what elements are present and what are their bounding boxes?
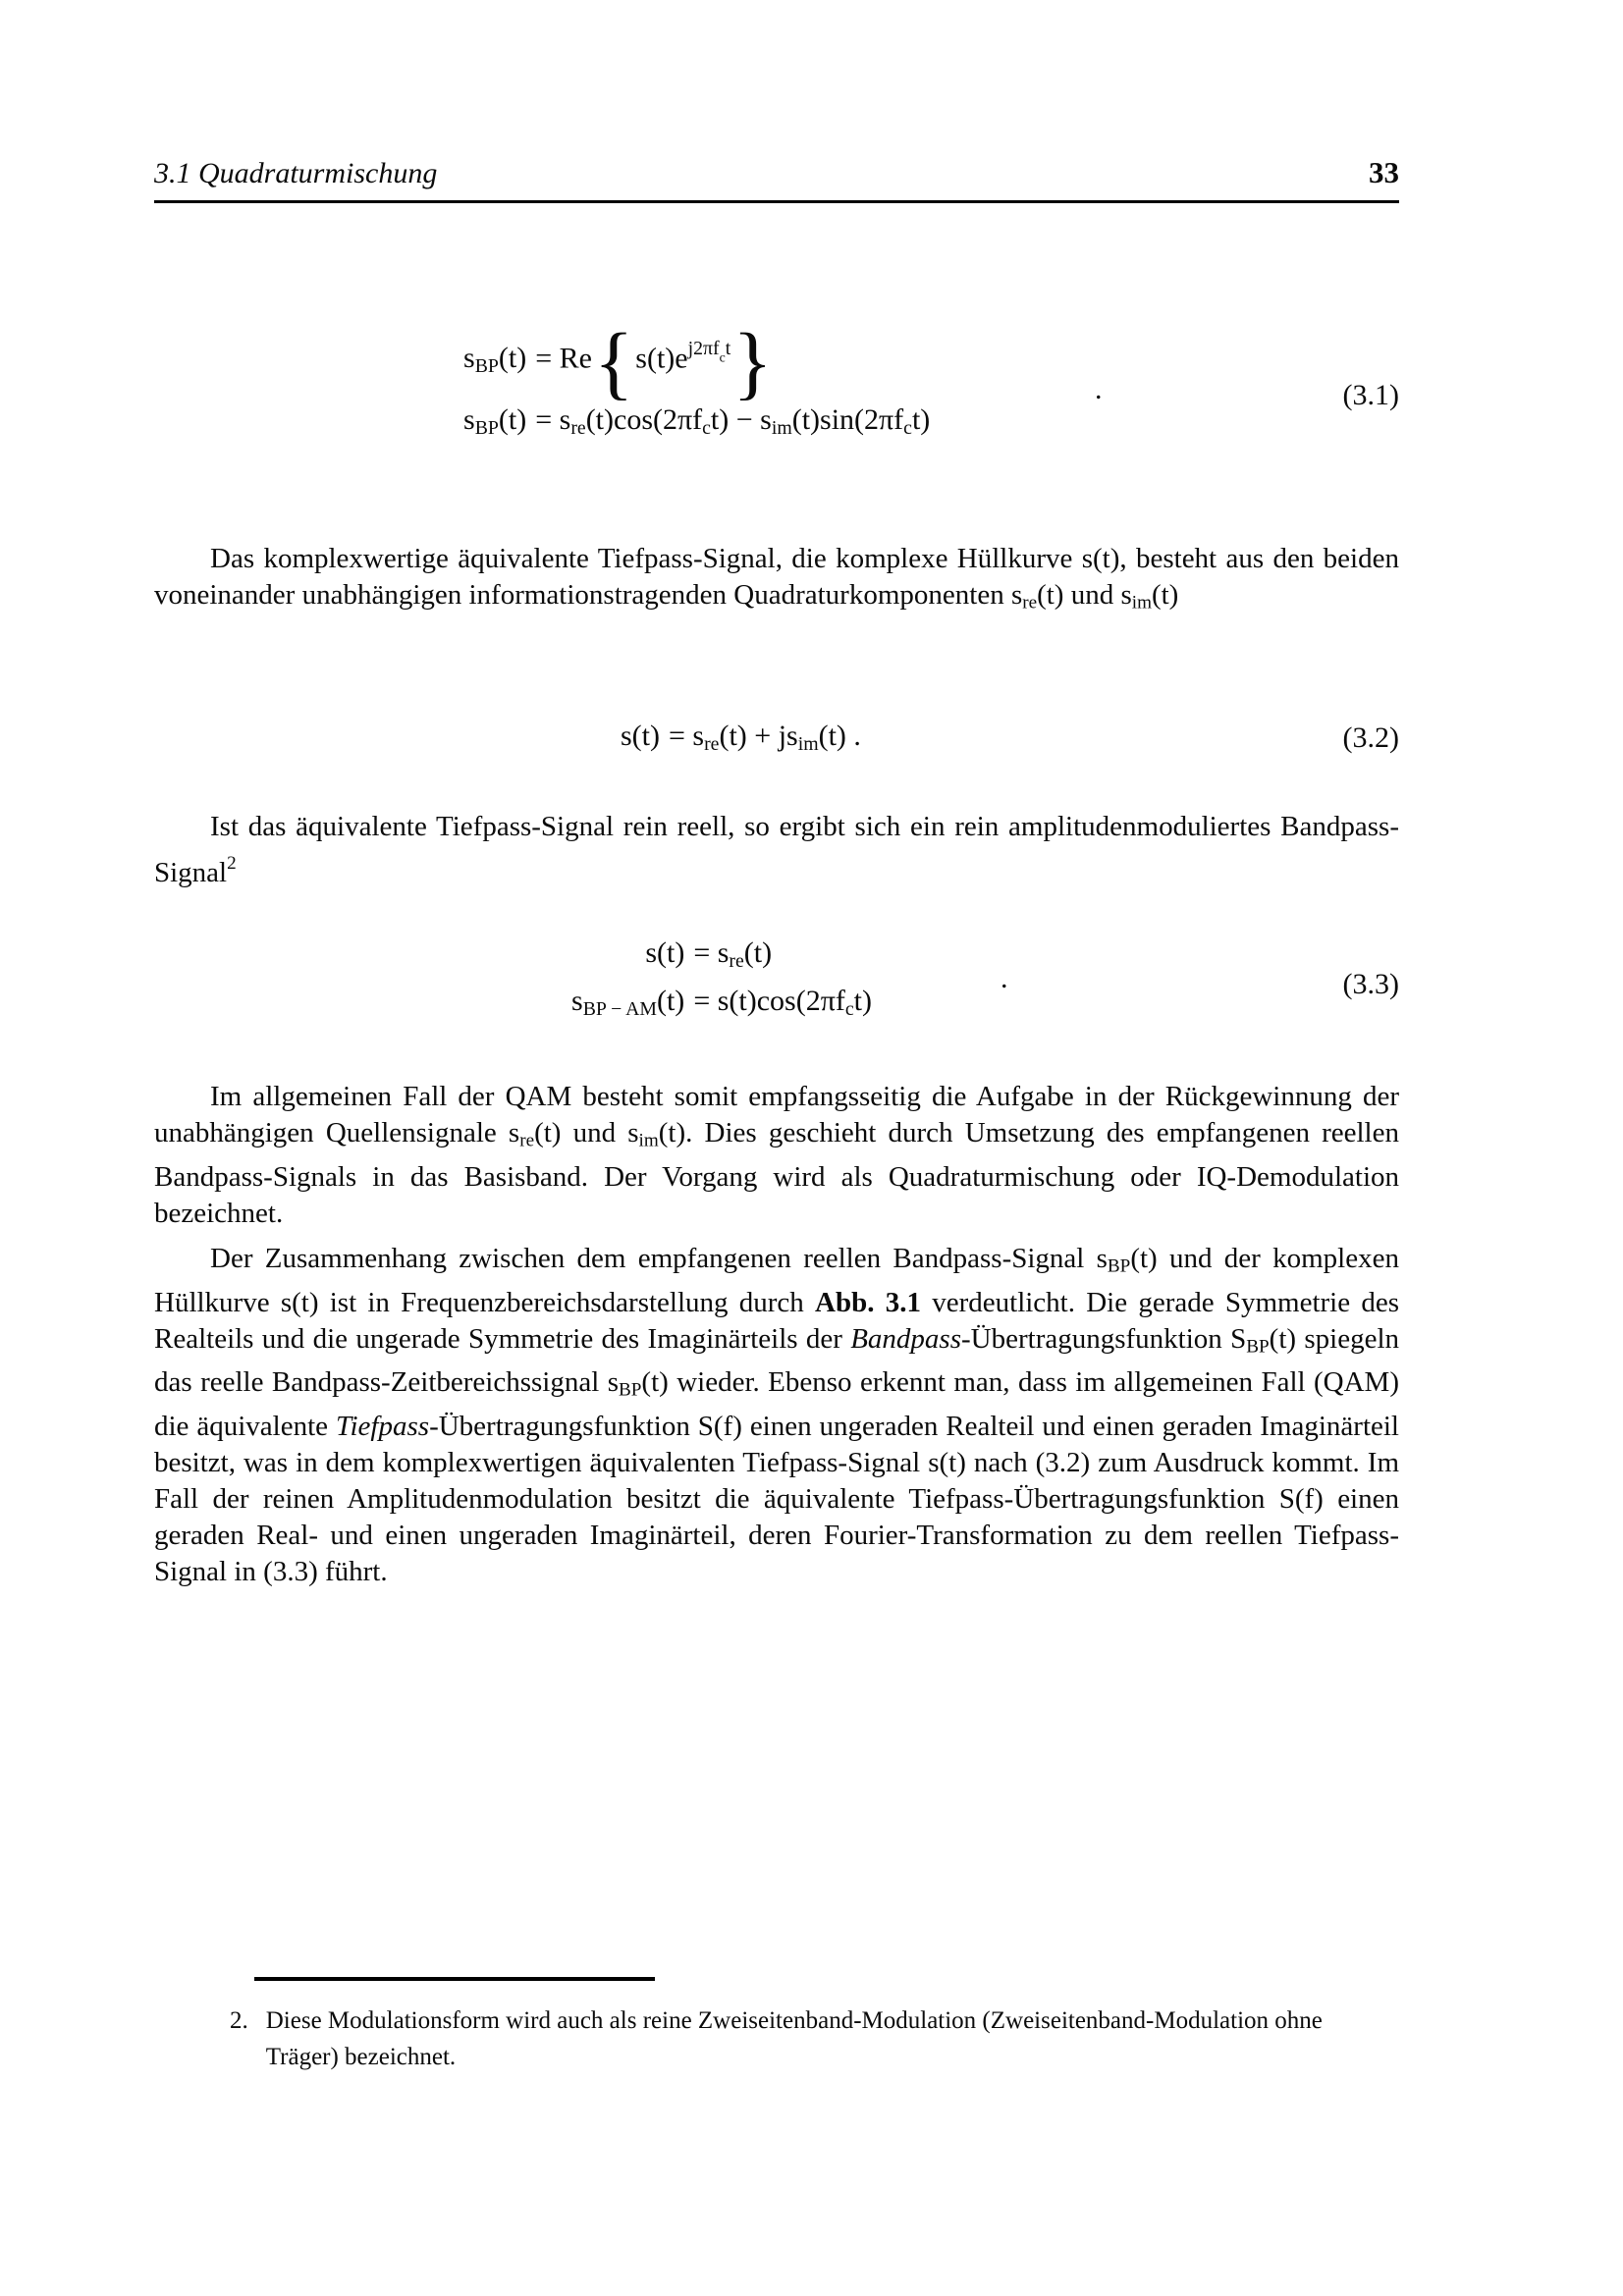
equation-3-2-number: (3.2) bbox=[1342, 721, 1399, 754]
equation-3-2-body bbox=[621, 720, 861, 756]
paragraph-real-lowpass: Ist das äquivalente Tiefpass-Signal rein reell, so ergibt sich ein rein amplitudenmoduliertes Bandpass-Signal$^2$ bbox=[154, 811, 1399, 888]
equation-3-3-line-2-rhs: = s(t)cos(2πfct) bbox=[693, 984, 872, 1020]
equation-3-1-body bbox=[463, 312, 930, 465]
footnote-marker: 2. bbox=[230, 2007, 248, 2034]
paragraph-qam-task: Im allgemeinen Fall der QAM besteht somit empfangsseitig die Aufgabe in der Rückgewinnung der unabhängigen Quellensignale sre(t) und sim(t). Dies geschieht durch Umsetzung des empfangenen reellen Bandpass-Signals in das Basisband. Der Vorgang wird als Quadraturmischung oder IQ-Demodulation bezeichnet. bbox=[154, 1081, 1399, 1229]
equation-3-2-line-1 bbox=[621, 720, 861, 756]
footnote-text: Diese Modulationsform wird auch als reine Zweiseitenband-Modulation (Zweiseitenband-Modulation ohne Träger) bezeichnet. bbox=[265, 2007, 1323, 2070]
page-number: 33 bbox=[1369, 155, 1399, 189]
footnote-separator bbox=[254, 1977, 655, 1981]
equation-3-1 bbox=[154, 312, 1399, 518]
equation-3-3 bbox=[154, 925, 1399, 1042]
equation-3-1-line-1-lhs: sBP(t) bbox=[463, 342, 527, 378]
equation-3-1-number: (3.1) bbox=[1342, 379, 1399, 411]
equation-3-2-line-1-rhs: = sre(t) + jsim(t) . bbox=[669, 720, 861, 755]
equation-3-3-line-1 bbox=[571, 936, 872, 973]
equation-3-1-line-1-rhs: = $Re\{s(t)e^{j2\pi f}c^t\}$ bbox=[535, 317, 773, 409]
equation-3-3-line-2-lhs: sBP − AM(t) bbox=[571, 984, 685, 1020]
equation-3-1-period: . bbox=[1095, 373, 1103, 405]
equation-3-1-line-2-rhs: = sre(t)cos(2πfct) − sim(t)sin(2πfct) bbox=[535, 403, 931, 439]
equation-3-3-period: . bbox=[1001, 962, 1008, 994]
equation-3-1-line-2 bbox=[463, 403, 930, 440]
equation-3-3-line-1-lhs: s(t) bbox=[645, 936, 685, 969]
paragraph-frequency-domain: Der Zusammenhang zwischen dem empfangenen reellen Bandpass-Signal sBP(t) und der komplexen Hüllkurve s(t) ist in Frequenzbereichsdarstellung durch Abb. 3.1 verdeutlicht. Die gerade Symmetrie des Realteils und die ungerade Symmetrie des Imaginärteils der Bandpass-Übertragungsfunktion SBP(t) spiegeln das reelle Bandpass-Zeitbereichssignal sBP(t) wieder. Ebenso erkennt man, dass im allgemeinen Fall (QAM) die äquivalente Tiefpass-Übertragungsfunktion S(f) einen ungeraden Realteil und einen geraden Imaginärteil besitzt, was in dem komplexwertigen äquivalenten Tiefpass-Signal s(t) nach (3.2) zum Ausdruck kommt. Im Fall der reinen Amplitudenmodulation besitzt die äquivalente Tiefpass-Übertragungsfunktion S(f) einen geraden Real- und einen ungeraden Imaginärteil, deren Fourier-Transformation zu dem reellen Tiefpass-Signal in (3.3) führt. bbox=[154, 1243, 1400, 1587]
equation-3-2 bbox=[154, 720, 1399, 778]
equation-3-3-line-1-rhs: = sre(t) bbox=[693, 936, 773, 972]
equation-3-3-body bbox=[571, 925, 872, 1033]
equation-3-1-line-2-lhs: sBP(t) bbox=[463, 403, 527, 439]
equation-3-3-number: (3.3) bbox=[1342, 968, 1399, 1000]
equation-3-3-line-2 bbox=[571, 985, 872, 1021]
section-title: 3.1 Quadraturmischung bbox=[154, 157, 438, 189]
equation-3-1-line-1 bbox=[463, 317, 930, 409]
running-head bbox=[154, 155, 1399, 203]
paragraph-complex-envelope: Das komplexwertige äquivalente Tiefpass-Signal, die komplexe Hüllkurve s(t), besteht aus den beiden voneinander unabhängigen informationstragenden Quadraturkomponenten sre(t) und sim(t) bbox=[154, 543, 1399, 614]
equation-3-2-line-1-lhs: s(t) bbox=[621, 720, 660, 752]
footnote bbox=[230, 2002, 1400, 2075]
